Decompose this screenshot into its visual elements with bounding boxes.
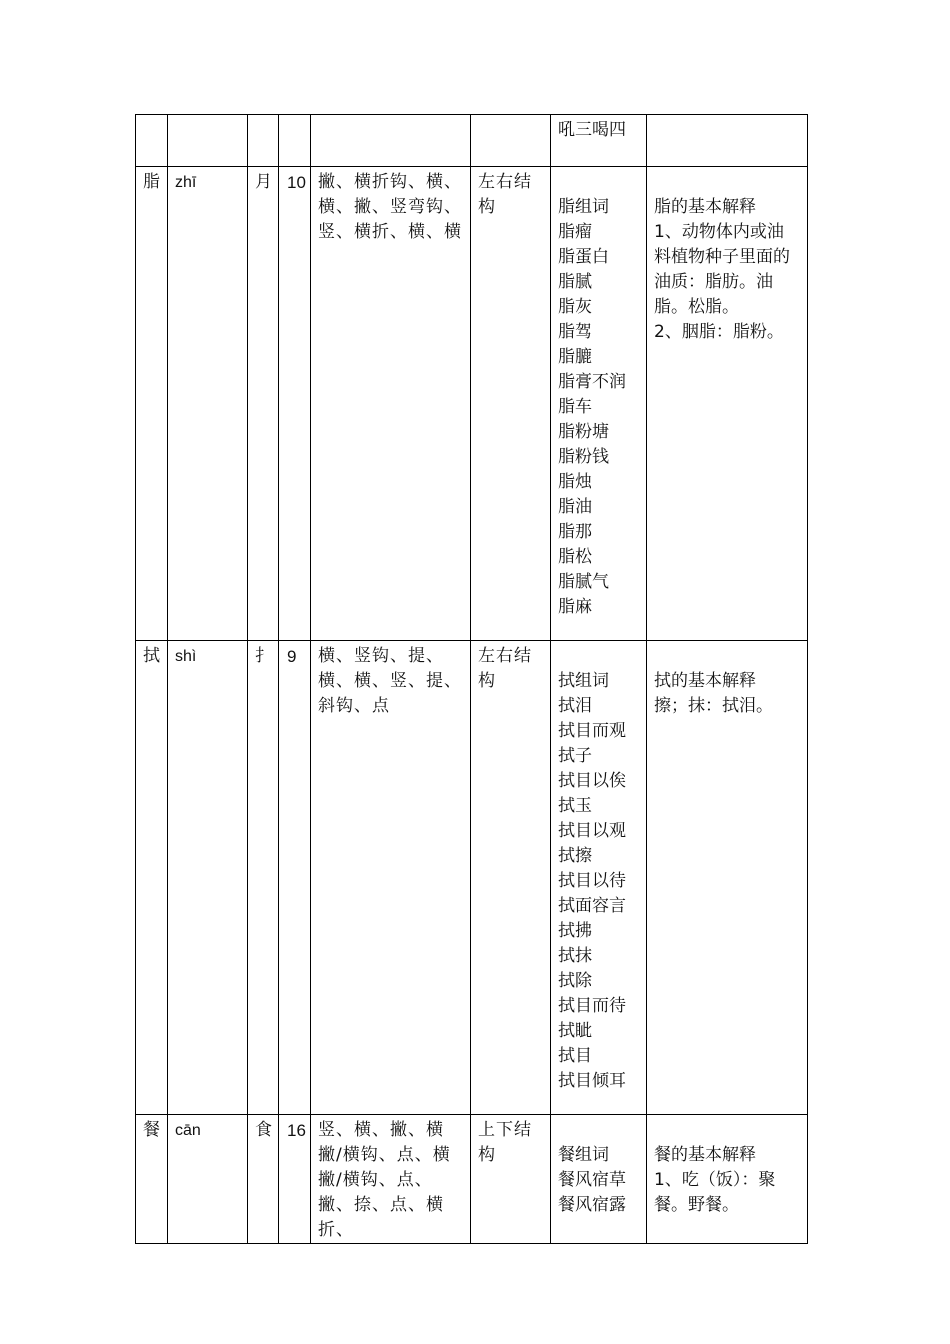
word-item: 脂那 (558, 522, 592, 542)
table-row (136, 1115, 808, 1244)
explanation-title: 拭的基本解释 (654, 671, 756, 691)
word-item: 拭玉 (558, 796, 592, 816)
radical-cell (248, 115, 279, 167)
words-cell (551, 1115, 647, 1244)
word-item: 脂粉钱 (558, 447, 609, 467)
word-item: 拭目以待 (558, 871, 626, 891)
word-item: 脂腻气 (558, 572, 609, 592)
words-cell (551, 115, 647, 167)
char-cell: 拭 (136, 641, 168, 1115)
structure-cell (471, 115, 551, 167)
word-item: 脂粉塘 (558, 422, 609, 442)
pinyin-cell: shì (168, 641, 248, 1115)
table-row (136, 641, 808, 1115)
table-row (136, 115, 808, 167)
word-item: 拭目以俟 (558, 771, 626, 791)
char-cell: 餐 (136, 1115, 168, 1244)
word-item: 脂腻 (558, 272, 592, 292)
char-cell: 脂 (136, 167, 168, 641)
word-item: 餐风宿草 (558, 1170, 626, 1190)
stroke-order-cell: 撇、横折钩、横、横、撇、竖弯钩、竖、横折、横、横 (311, 167, 471, 641)
stroke-count-cell: 16 (279, 1115, 311, 1244)
word-item: 拭目而观 (558, 721, 626, 741)
pinyin-cell: zhī (168, 167, 248, 641)
explanation-line: 擦；抹：拭泪。 (654, 696, 773, 716)
word-item: 拭面容言 (558, 896, 626, 916)
explanation-line: 2、胭脂：脂粉。 (654, 322, 784, 342)
explanation-cell (647, 115, 808, 167)
radical-cell: 扌 (248, 641, 279, 1115)
structure-cell: 上下结构 (471, 1115, 551, 1244)
word-item: 脂灰 (558, 297, 592, 317)
words-cell (551, 641, 647, 1115)
word-item: 脂松 (558, 547, 592, 567)
word-item: 脂烛 (558, 472, 592, 492)
explanation-title: 脂的基本解释 (654, 197, 756, 217)
word-item: 脂麻 (558, 597, 592, 617)
word-item: 拭拂 (558, 921, 592, 941)
word-item: 拭目 (558, 1046, 592, 1066)
pinyin-cell (168, 115, 248, 167)
stroke-order-cell: 竖、横、撇、横撇/横钩、点、横撇/横钩、点、撇、捺、点、横折、 (311, 1115, 471, 1244)
stroke-order-cell: 横、竖钩、提、横、横、竖、提、斜钩、点 (311, 641, 471, 1115)
word-item: 拭除 (558, 971, 592, 991)
word-item: 拭目倾耳 (558, 1071, 626, 1091)
word-item: 餐风宿露 (558, 1195, 626, 1215)
radical-cell: 食 (248, 1115, 279, 1244)
word-item: 餐组词 (558, 1145, 609, 1165)
word-item: 拭目而待 (558, 996, 626, 1016)
explanation-cell (647, 641, 808, 1115)
word-item: 脂组词 (558, 197, 609, 217)
stroke-count-cell: 10 (279, 167, 311, 641)
word-item: 脂蛋白 (558, 247, 609, 267)
explanation-line: 1、吃（饭）：聚餐。野餐。 (654, 1170, 776, 1215)
explanation-cell (647, 167, 808, 641)
word-item: 拭抹 (558, 946, 592, 966)
word-item: 拭擦 (558, 846, 592, 866)
radical-cell: 月 (248, 167, 279, 641)
character-table (135, 114, 808, 1244)
word-item: 脂油 (558, 497, 592, 517)
explanation-line: 1、动物体内或油料植物种子里面的油质：脂肪。油脂。松脂。 (654, 222, 790, 317)
word-item: 脂车 (558, 397, 592, 417)
char-cell (136, 115, 168, 167)
word-item: 脂膔 (558, 347, 592, 367)
explanation-cell (647, 1115, 808, 1244)
word-item: 拭组词 (558, 671, 609, 691)
stroke-count-cell: 9 (279, 641, 311, 1115)
structure-cell: 左右结构 (471, 641, 551, 1115)
table-row (136, 167, 808, 641)
word-item: 拭子 (558, 746, 592, 766)
structure-cell: 左右结构 (471, 167, 551, 641)
stroke-order-cell (311, 115, 471, 167)
word-item: 吼三喝四 (558, 120, 626, 140)
word-item: 脂瘤 (558, 222, 592, 242)
explanation-title: 餐的基本解释 (654, 1145, 756, 1165)
pinyin-cell: cān (168, 1115, 248, 1244)
word-item: 拭眦 (558, 1021, 592, 1041)
word-item: 拭泪 (558, 696, 592, 716)
word-item: 脂膏不润 (558, 372, 626, 392)
word-item: 拭目以观 (558, 821, 626, 841)
words-cell (551, 167, 647, 641)
word-item: 脂驾 (558, 322, 592, 342)
stroke-count-cell (279, 115, 311, 167)
